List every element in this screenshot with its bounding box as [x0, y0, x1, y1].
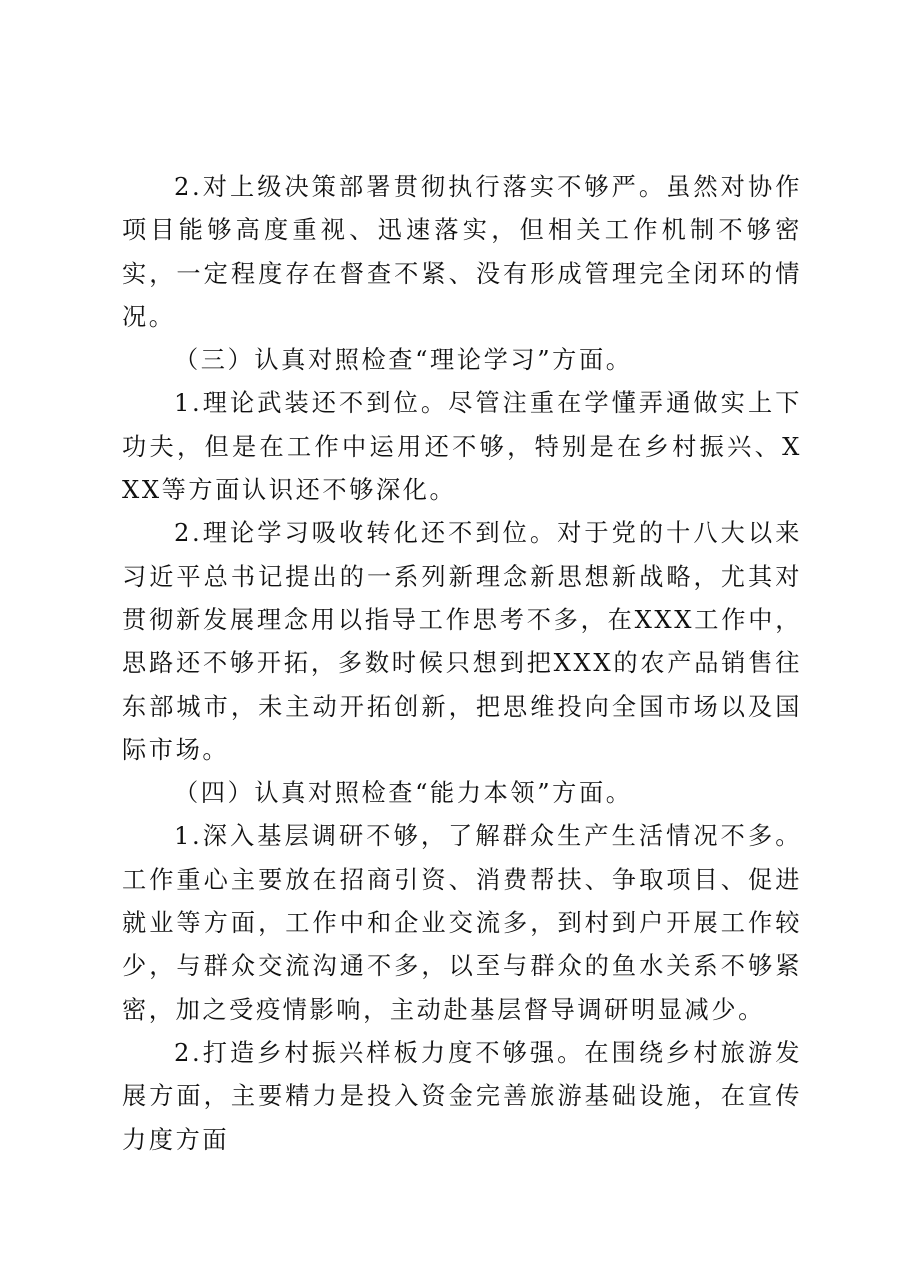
document-body	[122, 166, 802, 1162]
paragraph-theory-armament: 1.理论武装还不到位。尽管注重在学懂弄通做实上下功夫，但是在工作中运用还不够，特别是在乡村振兴、XXX等方面认识还不够深化。	[122, 389, 802, 505]
paragraph-decision-implementation: 2.对上级决策部署贯彻执行落实不够严。虽然对协作项目能够高度重视、迅速落实，但相关工作机制不够密实，一定程度存在督查不紧、没有形成管理完全闭环的情况。	[122, 173, 802, 331]
section-heading-ability-skills: （四）认真对照检查“能力本领”方面。	[174, 779, 633, 808]
paragraph-grassroots-research: 1.深入基层调研不够，了解群众生产生活情况不多。工作重心主要放在招商引资、消费帮扶、争取项目、促进就业等方面，工作中和企业交流多，到村到户开展工作较少，与群众交流沟通不多，以至与群众的鱼水关系不够紧密，加之受疫情影响，主动赴基层督导调研明显减少。	[122, 822, 802, 1024]
section-heading-theory-study: （三）认真对照检查“理论学习”方面。	[174, 346, 633, 375]
paragraph-theory-absorption: 2.理论学习吸收转化还不到位。对于党的十八大以来习近平总书记提出的一系列新理念新思想新战略，尤其对贯彻新发展理念用以指导工作思考不多，在XXX工作中，思路还不够开拓，多数时候只想到把XXX的农产品销售往东部城市，未主动开拓创新，把思维投向全国市场以及国际市场。	[122, 519, 802, 764]
paragraph-rural-revitalization: 2.打造乡村振兴样板力度不够强。在围绕乡村旅游发展方面，主要精力是投入资金完善旅游基础设施，在宣传力度方面	[122, 1038, 802, 1154]
